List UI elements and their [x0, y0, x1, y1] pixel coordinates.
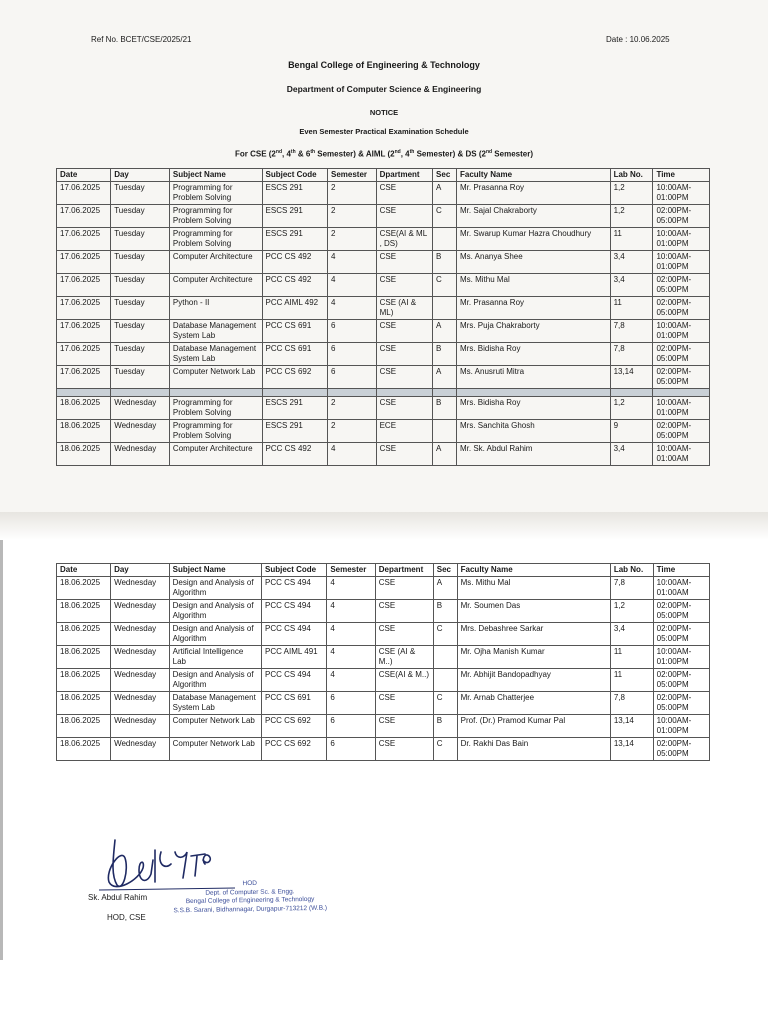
subject-cell: Design and Analysis of Algorithm — [169, 600, 261, 623]
lab-cell: 1,2 — [610, 600, 653, 623]
time-cell: 02:00PM-05:00PM — [653, 623, 709, 646]
department-cell: CSE — [375, 600, 433, 623]
date-cell: 17.06.2025 — [57, 205, 111, 228]
time-cell: 10:00AM-01:00PM — [653, 320, 710, 343]
section-cell: A — [433, 320, 457, 343]
column-header: Time — [653, 564, 709, 577]
stamp-line: Dept. of Computer Sc. & Engg. — [205, 887, 295, 897]
department-cell: CSE — [376, 205, 432, 228]
separator-cell — [457, 389, 611, 397]
subject-cell: Computer Architecture — [169, 274, 262, 297]
section-cell — [433, 646, 457, 669]
department-cell: CSE — [375, 623, 433, 646]
code-cell: PCC CS 494 — [261, 577, 326, 600]
date-cell: 17.06.2025 — [57, 343, 111, 366]
section-cell: C — [433, 274, 457, 297]
day-cell: Wednesday — [111, 600, 170, 623]
time-cell: 02:00PM-05:00PM — [653, 600, 709, 623]
date-cell: 18.06.2025 — [57, 669, 111, 692]
department-cell: CSE — [375, 715, 433, 738]
day-cell: Wednesday — [111, 715, 170, 738]
subject-cell: Programming for Problem Solving — [169, 182, 262, 205]
lab-cell: 1,2 — [610, 205, 653, 228]
faculty-cell: Mrs. Puja Chakraborty — [457, 320, 611, 343]
time-cell: 02:00PM-05:00PM — [653, 343, 710, 366]
date-cell: 17.06.2025 — [57, 274, 111, 297]
semester-cell: 4 — [327, 623, 375, 646]
column-header: Subject Name — [169, 564, 261, 577]
subject-cell: Database Management System Lab — [169, 320, 262, 343]
date-cell: 17.06.2025 — [57, 320, 111, 343]
time-cell: 10:00AM-01:00PM — [653, 715, 709, 738]
time-cell: 02:00PM-05:00PM — [653, 420, 710, 443]
column-header: Date — [57, 169, 111, 182]
section-cell — [433, 420, 457, 443]
department-cell: CSE — [376, 443, 432, 466]
table-row — [57, 343, 710, 366]
semester-cell: 6 — [327, 738, 375, 761]
table-row — [57, 715, 710, 738]
department-cell: CSE(AI & ML , DS) — [376, 228, 432, 251]
faculty-cell: Mrs. Bidisha Roy — [457, 343, 611, 366]
lab-cell: 3,4 — [610, 274, 653, 297]
department-cell: CSE — [376, 251, 432, 274]
lab-cell: 7,8 — [610, 577, 653, 600]
lab-cell: 9 — [610, 420, 653, 443]
schedule-table-page-2 — [56, 563, 710, 761]
subject-cell: Design and Analysis of Algorithm — [169, 577, 261, 600]
lab-cell: 13,14 — [610, 715, 653, 738]
notice-heading: NOTICE — [369, 108, 399, 117]
department-cell: CSE — [376, 397, 432, 420]
page-edge — [0, 540, 3, 960]
code-cell: PCC CS 692 — [261, 738, 326, 761]
lab-cell: 1,2 — [610, 182, 653, 205]
date-cell: 18.06.2025 — [57, 623, 111, 646]
official-stamp — [160, 878, 341, 915]
day-cell: Tuesday — [111, 366, 170, 389]
column-header: Dpartment — [376, 169, 432, 182]
subtitle-part: , 4 — [282, 149, 291, 159]
separator-cell — [57, 389, 111, 397]
subject-cell: Programming for Problem Solving — [169, 228, 262, 251]
schedule-table-page-1 — [56, 168, 710, 466]
lab-cell: 3,4 — [610, 623, 653, 646]
table-row — [57, 366, 710, 389]
stamp-line: S.S.B. Sarani, Bidhannagar, Durgapur-713212 (W.B.) — [173, 904, 328, 914]
day-cell: Tuesday — [111, 228, 170, 251]
column-header: Sec — [433, 564, 457, 577]
semester-cell: 2 — [328, 205, 377, 228]
subtitle-sup: nd — [394, 149, 401, 155]
subtitle-part: Semester) — [492, 149, 533, 159]
schedule-title: Even Semester Practical Examination Schedule — [299, 127, 469, 136]
column-header: Subject Code — [261, 564, 326, 577]
faculty-cell: Mr. Swarup Kumar Hazra Choudhury — [457, 228, 611, 251]
semester-cell: 4 — [328, 274, 377, 297]
table-row — [57, 738, 710, 761]
faculty-cell: Mr. Sk. Abdul Rahim — [457, 443, 611, 466]
date-cell: 17.06.2025 — [57, 251, 111, 274]
department-cell: CSE — [375, 577, 433, 600]
semester-cell: 4 — [327, 577, 375, 600]
code-cell: PCC CS 691 — [262, 320, 327, 343]
subtitle-part: Semester) & AIML (2 — [315, 149, 395, 159]
department-cell: CSE — [375, 692, 433, 715]
day-cell: Tuesday — [111, 251, 170, 274]
date-cell: 18.06.2025 — [57, 738, 111, 761]
table-row — [57, 623, 710, 646]
column-header: Subject Code — [262, 169, 327, 182]
section-cell: B — [433, 397, 457, 420]
lab-cell: 13,14 — [610, 366, 653, 389]
faculty-cell: Mr. Ojha Manish Kumar — [457, 646, 610, 669]
date-cell: 18.06.2025 — [57, 577, 111, 600]
section-cell: B — [433, 715, 457, 738]
code-cell: ESCS 291 — [262, 420, 327, 443]
section-cell: A — [433, 443, 457, 466]
day-cell: Tuesday — [111, 182, 170, 205]
table-row — [57, 182, 710, 205]
column-header: Semester — [328, 169, 377, 182]
time-cell: 10:00AM-01:00AM — [653, 577, 709, 600]
subject-cell: Programming for Problem Solving — [169, 420, 262, 443]
day-cell: Tuesday — [111, 205, 170, 228]
faculty-cell: Mr. Soumen Das — [457, 600, 610, 623]
code-cell: ESCS 291 — [262, 228, 327, 251]
code-cell: PCC CS 492 — [262, 251, 327, 274]
date-cell: 17.06.2025 — [57, 297, 111, 320]
day-cell: Wednesday — [111, 738, 170, 761]
department-cell: CSE (AI & ML) — [376, 297, 432, 320]
section-cell: B — [433, 343, 457, 366]
semester-cell: 6 — [327, 715, 375, 738]
time-cell: 02:00PM-05:00PM — [653, 738, 709, 761]
time-cell: 02:00PM-05:00PM — [653, 297, 710, 320]
code-cell: PCC CS 494 — [261, 623, 326, 646]
notice-date: Date : 10.06.2025 — [606, 35, 670, 44]
subtitle-sup: th — [310, 149, 316, 155]
time-cell: 10:00AM-01:00PM — [653, 397, 710, 420]
lab-cell: 1,2 — [610, 397, 653, 420]
faculty-cell: Mr. Abhijit Bandopadhyay — [457, 669, 610, 692]
subject-cell: Database Management System Lab — [169, 692, 261, 715]
semester-cell: 4 — [327, 646, 375, 669]
table-row — [57, 646, 710, 669]
subject-cell: Design and Analysis of Algorithm — [169, 623, 261, 646]
faculty-cell: Ms. Anusruti Mitra — [457, 366, 611, 389]
row-separator — [57, 389, 710, 397]
faculty-cell: Mr. Arnab Chatterjee — [457, 692, 610, 715]
lab-cell: 11 — [610, 297, 653, 320]
subtitle-part: For CSE (2 — [234, 149, 276, 159]
subject-cell: Artificial Intelligence Lab — [169, 646, 261, 669]
lab-cell: 11 — [610, 669, 653, 692]
date-cell: 18.06.2025 — [57, 420, 111, 443]
lab-cell: 13,14 — [610, 738, 653, 761]
date-cell: 17.06.2025 — [57, 182, 111, 205]
separator-cell — [610, 389, 653, 397]
column-header: Department — [375, 564, 433, 577]
subtitle-sup: nd — [275, 149, 282, 155]
faculty-cell: Dr. Rakhi Das Bain — [457, 738, 610, 761]
separator-cell — [376, 389, 432, 397]
semester-cell: 2 — [328, 420, 377, 443]
subject-cell: Python - II — [169, 297, 262, 320]
separator-cell — [169, 389, 262, 397]
section-cell: C — [433, 738, 457, 761]
subject-cell: Computer Architecture — [169, 251, 262, 274]
code-cell: PCC CS 494 — [261, 669, 326, 692]
subject-cell: Programming for Problem Solving — [169, 397, 262, 420]
separator-cell — [262, 389, 327, 397]
semester-cell: 4 — [327, 669, 375, 692]
section-cell: B — [433, 600, 457, 623]
table-row — [57, 600, 710, 623]
institution-name: Bengal College of Engineering & Technology — [288, 60, 480, 70]
department-cell: CSE — [375, 738, 433, 761]
separator-cell — [433, 389, 457, 397]
subtitle-part: , 4 — [400, 149, 410, 159]
time-cell: 10:00AM-01:00PM — [653, 251, 710, 274]
semester-cell: 6 — [328, 343, 377, 366]
semester-cell: 2 — [328, 228, 377, 251]
schedule-subtitle — [0, 149, 768, 159]
semester-cell: 4 — [327, 600, 375, 623]
department-cell: CSE — [376, 320, 432, 343]
department-cell: CSE(AI & M..) — [375, 669, 433, 692]
code-cell: ESCS 291 — [262, 205, 327, 228]
semester-cell: 6 — [327, 692, 375, 715]
section-cell — [433, 297, 457, 320]
table-header-row — [57, 564, 710, 577]
semester-cell: 2 — [328, 397, 377, 420]
faculty-cell: Mr. Sajal Chakraborty — [457, 205, 611, 228]
table-row — [57, 443, 710, 466]
date-cell: 18.06.2025 — [57, 600, 111, 623]
faculty-cell: Prof. (Dr.) Pramod Kumar Pal — [457, 715, 610, 738]
department-name: Department of Computer Science & Engineering — [286, 84, 482, 94]
column-header: Lab No. — [610, 564, 653, 577]
signer-name: Sk. Abdul Rahim — [88, 893, 148, 902]
semester-cell: 4 — [328, 443, 377, 466]
stamp-line: HOD — [242, 879, 258, 888]
department-cell: ECE — [376, 420, 432, 443]
code-cell: PCC AIML 491 — [261, 646, 326, 669]
column-header: Semester — [327, 564, 375, 577]
lab-cell: 7,8 — [610, 320, 653, 343]
lab-cell: 3,4 — [610, 443, 653, 466]
date-cell: 18.06.2025 — [57, 692, 111, 715]
subtitle-sup: nd — [485, 149, 493, 155]
section-cell: A — [433, 366, 457, 389]
section-cell — [433, 669, 457, 692]
date-cell: 18.06.2025 — [57, 397, 111, 420]
column-header: Lab No. — [610, 169, 653, 182]
day-cell: Wednesday — [111, 577, 170, 600]
department-cell: CSE (AI & M..) — [375, 646, 433, 669]
code-cell: PCC CS 492 — [262, 443, 327, 466]
subtitle-part: Semester) & DS (2 — [414, 149, 486, 159]
time-cell: 10:00AM-01:00PM — [653, 182, 710, 205]
semester-cell: 4 — [328, 251, 377, 274]
separator-cell — [328, 389, 377, 397]
column-header: Date — [57, 564, 111, 577]
page-gap — [0, 512, 768, 540]
date-cell: 17.06.2025 — [57, 228, 111, 251]
table-header-row — [57, 169, 710, 182]
code-cell: PCC CS 494 — [261, 600, 326, 623]
time-cell: 02:00PM-05:00PM — [653, 669, 709, 692]
day-cell: Wednesday — [111, 646, 170, 669]
code-cell: PCC AIML 492 — [262, 297, 327, 320]
code-cell: PCC CS 492 — [262, 274, 327, 297]
day-cell: Tuesday — [111, 320, 170, 343]
column-header: Day — [111, 564, 170, 577]
column-header: Day — [111, 169, 170, 182]
subtitle-sup: th — [409, 149, 415, 155]
subject-cell: Design and Analysis of Algorithm — [169, 669, 261, 692]
semester-cell: 2 — [328, 182, 377, 205]
subject-cell: Computer Network Lab — [169, 738, 261, 761]
subject-cell: Computer Network Lab — [169, 366, 262, 389]
faculty-cell: Mrs. Bidisha Roy — [457, 397, 611, 420]
table-row — [57, 420, 710, 443]
faculty-cell: Mr. Prasanna Roy — [457, 297, 611, 320]
semester-cell: 6 — [328, 366, 377, 389]
code-cell: ESCS 291 — [262, 397, 327, 420]
column-header: Faculty Name — [457, 169, 611, 182]
time-cell: 02:00PM-05:00PM — [653, 205, 710, 228]
table-row — [57, 320, 710, 343]
column-header: Sec — [433, 169, 457, 182]
lab-cell: 7,8 — [610, 343, 653, 366]
subject-cell: Programming for Problem Solving — [169, 205, 262, 228]
table-row — [57, 669, 710, 692]
faculty-cell: Mrs. Debashree Sarkar — [457, 623, 610, 646]
department-cell: CSE — [376, 366, 432, 389]
subtitle-part: & 6 — [295, 149, 311, 159]
date-cell: 18.06.2025 — [57, 715, 111, 738]
time-cell: 10:00AM-01:00AM — [653, 443, 710, 466]
table-row — [57, 297, 710, 320]
section-cell: C — [433, 692, 457, 715]
code-cell: PCC CS 691 — [262, 343, 327, 366]
time-cell: 02:00PM-05:00PM — [653, 692, 709, 715]
subtitle-sup: th — [290, 149, 296, 155]
day-cell: Wednesday — [111, 397, 170, 420]
department-cell: CSE — [376, 343, 432, 366]
column-header: Subject Name — [169, 169, 262, 182]
lab-cell: 11 — [610, 646, 653, 669]
section-cell: B — [433, 251, 457, 274]
table-row — [57, 228, 710, 251]
time-cell: 10:00AM-01:00PM — [653, 646, 709, 669]
semester-cell: 6 — [328, 320, 377, 343]
lab-cell: 11 — [610, 228, 653, 251]
day-cell: Tuesday — [111, 343, 170, 366]
table-row — [57, 577, 710, 600]
department-cell: CSE — [376, 274, 432, 297]
department-cell: CSE — [376, 182, 432, 205]
time-cell: 02:00PM-05:00PM — [653, 274, 710, 297]
day-cell: Tuesday — [111, 274, 170, 297]
code-cell: ESCS 291 — [262, 182, 327, 205]
day-cell: Wednesday — [111, 420, 170, 443]
reference-number: Ref No. BCET/CSE/2025/21 — [91, 35, 192, 44]
separator-cell — [653, 389, 710, 397]
faculty-cell: Mrs. Sanchita Ghosh — [457, 420, 611, 443]
section-cell: C — [433, 205, 457, 228]
time-cell: 10:00AM-01:00PM — [653, 228, 710, 251]
subject-cell: Database Management System Lab — [169, 343, 262, 366]
day-cell: Wednesday — [111, 692, 170, 715]
table-row — [57, 692, 710, 715]
date-cell: 17.06.2025 — [57, 366, 111, 389]
section-cell: A — [433, 577, 457, 600]
time-cell: 02:00PM-05:00PM — [653, 366, 710, 389]
faculty-cell: Ms. Ananya Shee — [457, 251, 611, 274]
table-row — [57, 205, 710, 228]
separator-cell — [111, 389, 170, 397]
semester-cell: 4 — [328, 297, 377, 320]
section-cell: C — [433, 623, 457, 646]
code-cell: PCC CS 692 — [262, 366, 327, 389]
table-row — [57, 274, 710, 297]
table-row — [57, 251, 710, 274]
day-cell: Wednesday — [111, 669, 170, 692]
code-cell: PCC CS 691 — [261, 692, 326, 715]
faculty-cell: Ms. Mithu Mal — [457, 577, 610, 600]
stamp-line: Bengal College of Engineering & Technology — [185, 895, 315, 906]
lab-cell: 3,4 — [610, 251, 653, 274]
faculty-cell: Ms. Mithu Mal — [457, 274, 611, 297]
subject-cell: Computer Network Lab — [169, 715, 261, 738]
table-row — [57, 397, 710, 420]
code-cell: PCC CS 692 — [261, 715, 326, 738]
section-cell — [433, 228, 457, 251]
signer-role: HOD, CSE — [107, 913, 146, 922]
day-cell: Wednesday — [111, 623, 170, 646]
day-cell: Tuesday — [111, 297, 170, 320]
column-header: Time — [653, 169, 710, 182]
faculty-cell: Mr. Prasanna Roy — [457, 182, 611, 205]
date-cell: 18.06.2025 — [57, 443, 111, 466]
lab-cell: 7,8 — [610, 692, 653, 715]
date-cell: 18.06.2025 — [57, 646, 111, 669]
subject-cell: Computer Architecture — [169, 443, 262, 466]
column-header: Faculty Name — [457, 564, 610, 577]
section-cell: A — [433, 182, 457, 205]
day-cell: Wednesday — [111, 443, 170, 466]
